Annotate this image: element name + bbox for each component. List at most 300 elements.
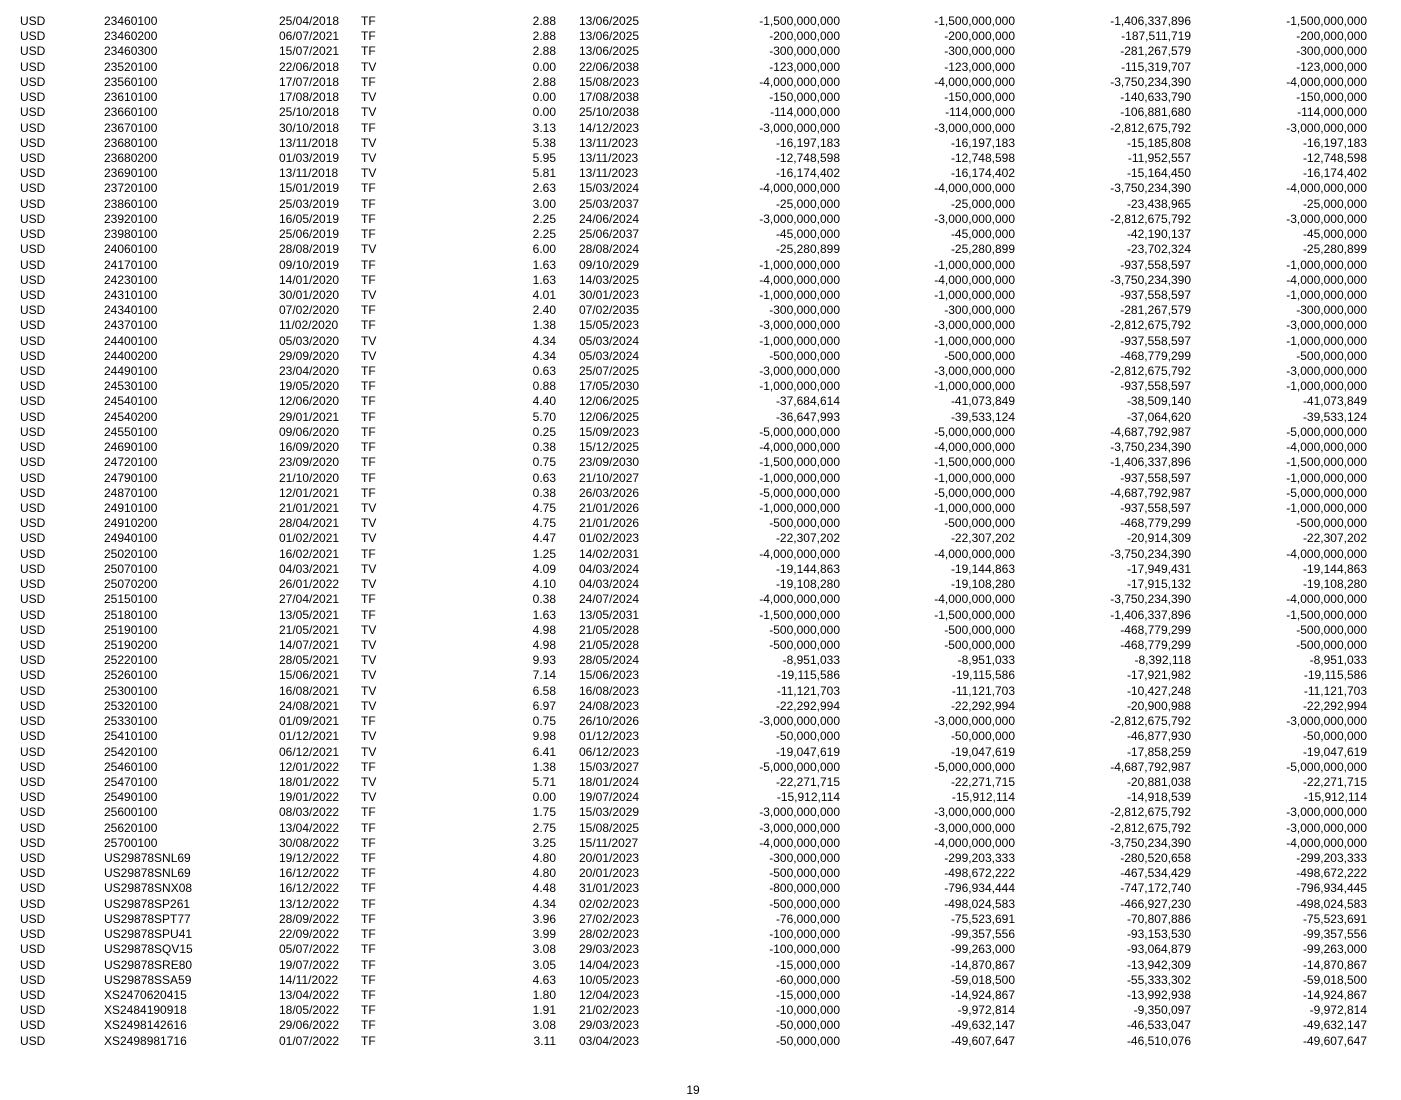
amount-cell-1: -25,280,899 (775, 242, 840, 257)
instrument-id-cell: 23660100 (104, 105, 158, 120)
amount-cell-1: -1,500,000,000 (759, 14, 840, 28)
interest-rate-cell: 4.34 (532, 333, 556, 348)
table-row (0, 273, 1401, 288)
rate-type-cell: TF (361, 759, 376, 774)
amount-cell-3: -13,942,309 (1126, 957, 1191, 972)
amount-cell-3: -13,992,938 (1126, 988, 1191, 1002)
rate-type-cell: TF (361, 972, 376, 987)
amount-cell-2: -500,000,000 (944, 622, 1015, 637)
interest-rate-cell: 0.38 (532, 592, 556, 607)
amount-cell-4: -500,000,000 (1296, 516, 1367, 531)
amount-cell-1: -3,000,000,000 (759, 120, 840, 135)
amount-cell-4: -14,870,867 (1302, 957, 1367, 972)
instrument-id-cell: XS2470620415 (104, 988, 187, 1002)
issue-date-cell: 14/11/2022 (279, 972, 339, 987)
issue-date-cell: 29/06/2022 (279, 1018, 340, 1033)
currency-cell: USD (20, 531, 46, 546)
amount-cell-3: -17,921,982 (1126, 668, 1191, 683)
interest-rate-cell: 5.70 (532, 409, 556, 424)
instrument-id-cell: XS2498981716 (104, 1033, 187, 1048)
interest-rate-cell: 0.63 (532, 364, 556, 379)
issue-date-cell: 12/01/2022 (279, 759, 340, 774)
instrument-id-cell: 25320100 (104, 698, 158, 713)
maturity-date-cell: 24/08/2023 (579, 698, 640, 713)
interest-rate-cell: 0.00 (532, 59, 556, 74)
amount-cell-4: -12,748,598 (1302, 150, 1367, 165)
amount-cell-2: -796,934,444 (944, 881, 1015, 896)
instrument-id-cell: 25620100 (104, 820, 158, 835)
amount-cell-3: -70,807,886 (1126, 911, 1191, 926)
currency-cell: USD (20, 759, 46, 774)
amount-cell-1: -3,000,000,000 (759, 820, 840, 835)
currency-cell: USD (20, 257, 46, 272)
amount-cell-4: -25,280,899 (1302, 242, 1367, 257)
interest-rate-cell: 4.34 (532, 896, 556, 911)
amount-cell-3: -15,164,450 (1126, 166, 1191, 181)
amount-cell-1: -8,951,033 (782, 653, 840, 668)
maturity-date-cell: 13/05/2031 (579, 607, 640, 622)
table-row (0, 623, 1401, 638)
rate-type-cell: TF (361, 896, 376, 911)
amount-cell-1: -3,000,000,000 (759, 364, 840, 379)
table-row (0, 912, 1401, 927)
amount-cell-2: -1,500,000,000 (934, 455, 1015, 470)
interest-rate-cell: 2.63 (532, 181, 556, 196)
table-row (0, 775, 1401, 790)
amount-cell-2: -59,018,500 (950, 972, 1015, 987)
maturity-date-cell: 15/05/2023 (579, 318, 640, 333)
currency-cell: USD (20, 637, 46, 652)
table-row (0, 90, 1401, 105)
interest-rate-cell: 0.38 (532, 485, 556, 500)
amount-cell-1: -3,000,000,000 (759, 805, 840, 820)
issue-date-cell: 28/09/2022 (279, 911, 340, 926)
table-row (0, 577, 1401, 592)
amount-cell-3: -20,900,988 (1126, 698, 1191, 713)
maturity-date-cell: 21/10/2027 (579, 470, 640, 485)
issue-date-cell: 24/08/2021 (279, 698, 340, 713)
amount-cell-4: -8,951,033 (1309, 653, 1367, 668)
issue-date-cell: 16/05/2019 (279, 211, 340, 226)
instrument-id-cell: 24170100 (104, 257, 158, 272)
amount-cell-4: -50,000,000 (1302, 729, 1367, 744)
currency-cell: USD (20, 74, 46, 89)
rate-type-cell: TF (361, 805, 376, 820)
issue-date-cell: 17/07/2018 (279, 74, 340, 89)
amount-cell-3: -3,750,234,390 (1110, 835, 1191, 850)
amount-cell-1: -123,000,000 (769, 59, 840, 74)
amount-cell-4: -123,000,000 (1296, 59, 1367, 74)
amount-cell-4: -200,000,000 (1296, 29, 1367, 44)
amount-cell-4: -5,000,000,000 (1286, 424, 1367, 439)
maturity-date-cell: 21/05/2028 (579, 637, 640, 652)
rate-type-cell: TF (361, 196, 376, 211)
table-row (0, 410, 1401, 425)
issue-date-cell: 23/09/2020 (279, 455, 340, 470)
table-row (0, 790, 1401, 805)
amount-cell-4: -19,047,619 (1302, 744, 1367, 759)
interest-rate-cell: 4.63 (532, 972, 556, 987)
instrument-id-cell: 24340100 (104, 303, 158, 318)
instrument-id-cell: 24940100 (104, 531, 158, 546)
maturity-date-cell: 13/06/2025 (579, 29, 640, 44)
maturity-date-cell: 13/11/2023 (579, 166, 639, 181)
rate-type-cell: TF (361, 120, 376, 135)
amount-cell-4: -300,000,000 (1296, 303, 1367, 318)
amount-cell-1: -500,000,000 (769, 866, 840, 881)
currency-cell: USD (20, 196, 46, 211)
interest-rate-cell: 2.75 (532, 820, 556, 835)
instrument-id-cell: 25070100 (104, 561, 158, 576)
rate-type-cell: TV (361, 105, 377, 120)
amount-cell-1: -500,000,000 (769, 896, 840, 911)
issue-date-cell: 05/03/2020 (279, 333, 340, 348)
table-row (0, 379, 1401, 394)
amount-cell-3: -23,702,324 (1126, 242, 1191, 257)
instrument-id-cell: XS2484190918 (104, 1003, 187, 1018)
amount-cell-4: -1,000,000,000 (1286, 470, 1367, 485)
issue-date-cell: 09/06/2020 (279, 424, 340, 439)
amount-cell-2: -3,000,000,000 (934, 120, 1015, 135)
currency-cell: USD (20, 318, 46, 333)
amount-cell-1: -50,000,000 (775, 1033, 840, 1048)
rate-type-cell: TF (361, 942, 376, 957)
rate-type-cell: TF (361, 592, 376, 607)
rate-type-cell: TF (361, 546, 376, 561)
interest-rate-cell: 4.40 (532, 394, 556, 409)
interest-rate-cell: 4.80 (532, 866, 556, 881)
issue-date-cell: 12/01/2021 (279, 485, 340, 500)
instrument-id-cell: 24490100 (104, 364, 158, 379)
amount-cell-2: -500,000,000 (944, 637, 1015, 652)
amount-cell-4: -41,073,849 (1302, 394, 1367, 409)
instrument-id-cell: 25700100 (104, 835, 158, 850)
rate-type-cell: TV (361, 622, 377, 637)
interest-rate-cell: 3.00 (532, 196, 556, 211)
amount-cell-1: -76,000,000 (775, 911, 840, 926)
amount-cell-4: -5,000,000,000 (1286, 485, 1367, 500)
amount-cell-1: -15,000,000 (775, 988, 840, 1002)
amount-cell-2: -8,951,033 (957, 653, 1015, 668)
amount-cell-3: -10,427,248 (1126, 683, 1191, 698)
currency-cell: USD (20, 135, 46, 150)
amount-cell-3: -2,812,675,792 (1110, 318, 1191, 333)
table-row (0, 349, 1401, 364)
amount-cell-1: -22,271,715 (775, 774, 840, 789)
rate-type-cell: TV (361, 577, 377, 592)
amount-cell-4: -22,307,202 (1302, 531, 1367, 546)
table-row (0, 729, 1401, 744)
amount-cell-4: -4,000,000,000 (1286, 74, 1367, 89)
amount-cell-2: -123,000,000 (944, 59, 1015, 74)
currency-cell: USD (20, 394, 46, 409)
currency-cell: USD (20, 303, 46, 318)
maturity-date-cell: 17/08/2038 (579, 90, 640, 105)
table-row (0, 653, 1401, 668)
instrument-id-cell: 24530100 (104, 379, 158, 394)
issue-date-cell: 23/04/2020 (279, 364, 340, 379)
table-row (0, 501, 1401, 516)
table-row (0, 897, 1401, 912)
amount-cell-2: -19,108,280 (950, 577, 1015, 592)
issue-date-cell: 21/05/2021 (279, 622, 340, 637)
currency-cell: USD (20, 653, 46, 668)
issue-date-cell: 06/07/2021 (279, 29, 340, 44)
currency-cell: USD (20, 348, 46, 363)
issue-date-cell: 11/02/2020 (279, 318, 339, 333)
currency-cell: USD (20, 972, 46, 987)
amount-cell-4: -75,523,691 (1302, 911, 1367, 926)
amount-cell-4: -1,000,000,000 (1286, 379, 1367, 394)
amount-cell-2: -5,000,000,000 (934, 485, 1015, 500)
rate-type-cell: TV (361, 90, 377, 105)
maturity-date-cell: 04/03/2024 (579, 561, 640, 576)
amount-cell-2: -4,000,000,000 (934, 272, 1015, 287)
issue-date-cell: 12/06/2020 (279, 394, 340, 409)
amount-cell-1: -11,121,703 (776, 683, 840, 698)
currency-cell: USD (20, 501, 46, 515)
instrument-id-cell: 23680200 (104, 150, 158, 165)
issue-date-cell: 28/05/2021 (279, 653, 340, 668)
amount-cell-1: -22,292,994 (775, 698, 840, 713)
rate-type-cell: TF (361, 1033, 376, 1048)
interest-rate-cell: 3.05 (532, 957, 556, 972)
amount-cell-4: -19,144,863 (1302, 561, 1367, 576)
amount-cell-4: -114,000,000 (1297, 105, 1367, 120)
maturity-date-cell: 15/08/2025 (579, 820, 640, 835)
instrument-id-cell: 25150100 (104, 592, 158, 607)
rate-type-cell: TF (361, 820, 376, 835)
rate-type-cell: TF (361, 29, 376, 44)
amount-cell-4: -16,197,183 (1302, 135, 1367, 150)
issue-date-cell: 22/09/2022 (279, 927, 340, 942)
rate-type-cell: TF (361, 1018, 376, 1033)
interest-rate-cell: 0.00 (532, 105, 556, 120)
amount-cell-1: -50,000,000 (775, 729, 840, 744)
amount-cell-2: -99,357,556 (950, 927, 1015, 942)
maturity-date-cell: 14/12/2023 (579, 120, 640, 135)
amount-cell-4: -25,000,000 (1302, 196, 1367, 211)
amount-cell-1: -800,000,000 (769, 881, 840, 896)
amount-cell-3: -937,558,597 (1120, 379, 1191, 394)
debt-instruments-table (0, 14, 1401, 1049)
interest-rate-cell: 9.93 (532, 653, 556, 668)
amount-cell-3: -2,812,675,792 (1110, 364, 1191, 379)
interest-rate-cell: 2.25 (532, 211, 556, 226)
amount-cell-1: -22,307,202 (775, 531, 840, 546)
rate-type-cell: TV (361, 501, 377, 515)
amount-cell-2: -50,000,000 (950, 729, 1015, 744)
maturity-date-cell: 21/01/2026 (579, 501, 640, 515)
table-row (0, 745, 1401, 760)
table-row (0, 942, 1401, 957)
table-row (0, 1003, 1401, 1018)
amount-cell-4: -22,271,715 (1302, 774, 1367, 789)
rate-type-cell: TV (361, 729, 377, 744)
table-row (0, 866, 1401, 881)
interest-rate-cell: 6.41 (532, 744, 556, 759)
issue-date-cell: 13/11/2018 (279, 135, 339, 150)
rate-type-cell: TF (361, 911, 376, 926)
interest-rate-cell: 0.25 (532, 424, 556, 439)
issue-date-cell: 14/07/2021 (279, 637, 340, 652)
interest-rate-cell: 2.40 (532, 303, 556, 318)
amount-cell-4: -1,500,000,000 (1286, 14, 1367, 28)
table-row (0, 547, 1401, 562)
issue-date-cell: 18/05/2022 (279, 1003, 340, 1018)
amount-cell-3: -46,877,930 (1126, 729, 1191, 744)
amount-cell-3: -468,779,299 (1120, 348, 1191, 363)
amount-cell-3: -1,406,337,896 (1110, 14, 1191, 28)
rate-type-cell: TF (361, 881, 376, 896)
currency-cell: USD (20, 774, 46, 789)
maturity-date-cell: 13/11/2023 (579, 150, 639, 165)
amount-cell-1: -3,000,000,000 (759, 714, 840, 729)
amount-cell-2: -1,500,000,000 (934, 14, 1015, 28)
maturity-date-cell: 29/03/2023 (579, 1018, 640, 1033)
amount-cell-1: -16,174,402 (775, 166, 840, 181)
amount-cell-1: -45,000,000 (775, 227, 840, 242)
maturity-date-cell: 12/04/2023 (579, 988, 640, 1002)
currency-cell: USD (20, 14, 46, 28)
table-row (0, 258, 1401, 273)
instrument-id-cell: 23460300 (104, 44, 158, 59)
maturity-date-cell: 25/03/2037 (579, 196, 640, 211)
amount-cell-2: -4,000,000,000 (934, 592, 1015, 607)
amount-cell-3: -42,190,137 (1126, 227, 1191, 242)
amount-cell-4: -99,263,000 (1302, 942, 1367, 957)
amount-cell-2: -3,000,000,000 (934, 820, 1015, 835)
interest-rate-cell: 1.25 (532, 546, 556, 561)
amount-cell-3: -4,687,792,987 (1110, 485, 1191, 500)
issue-date-cell: 21/10/2020 (279, 470, 340, 485)
amount-cell-4: -49,632,147 (1302, 1018, 1367, 1033)
amount-cell-2: -3,000,000,000 (934, 805, 1015, 820)
amount-cell-2: -16,197,183 (950, 135, 1015, 150)
amount-cell-4: -4,000,000,000 (1286, 272, 1367, 287)
maturity-date-cell: 21/05/2028 (579, 622, 640, 637)
maturity-date-cell: 05/03/2024 (579, 333, 640, 348)
amount-cell-3: -280,520,658 (1120, 851, 1191, 866)
issue-date-cell: 30/10/2018 (279, 120, 340, 135)
table-row (0, 516, 1401, 531)
amount-cell-3: -55,333,302 (1126, 972, 1191, 987)
maturity-date-cell: 21/01/2026 (579, 516, 640, 531)
amount-cell-2: -14,924,867 (950, 988, 1015, 1002)
instrument-id-cell: 23460100 (104, 14, 158, 28)
instrument-id-cell: 23690100 (104, 166, 158, 181)
amount-cell-2: -4,000,000,000 (934, 181, 1015, 196)
table-row (0, 592, 1401, 607)
amount-cell-2: -299,203,333 (944, 851, 1015, 866)
rate-type-cell: TV (361, 790, 377, 805)
table-row (0, 29, 1401, 44)
amount-cell-4: -22,292,994 (1302, 698, 1367, 713)
amount-cell-3: -468,779,299 (1120, 622, 1191, 637)
maturity-date-cell: 22/06/2038 (579, 59, 640, 74)
amount-cell-3: -93,153,530 (1126, 927, 1191, 942)
instrument-id-cell: 24400100 (104, 333, 158, 348)
rate-type-cell: TF (361, 455, 376, 470)
amount-cell-2: -12,748,598 (950, 150, 1015, 165)
amount-cell-2: -4,000,000,000 (934, 835, 1015, 850)
amount-cell-1: -1,500,000,000 (759, 607, 840, 622)
amount-cell-1: -36,647,993 (775, 409, 840, 424)
instrument-id-cell: US29878SPT77 (104, 911, 191, 926)
amount-cell-3: -11,952,557 (1127, 150, 1191, 165)
currency-cell: USD (20, 44, 46, 59)
amount-cell-1: -1,000,000,000 (759, 257, 840, 272)
table-row (0, 988, 1401, 1003)
amount-cell-3: -1,406,337,896 (1110, 455, 1191, 470)
maturity-date-cell: 13/06/2025 (579, 14, 640, 28)
rate-type-cell: TV (361, 287, 377, 302)
table-row (0, 334, 1401, 349)
interest-rate-cell: 0.00 (532, 90, 556, 105)
amount-cell-3: -4,687,792,987 (1110, 424, 1191, 439)
amount-cell-3: -3,750,234,390 (1110, 181, 1191, 196)
amount-cell-2: -1,000,000,000 (934, 470, 1015, 485)
issue-date-cell: 21/01/2021 (279, 501, 340, 515)
instrument-id-cell: 25330100 (104, 714, 158, 729)
table-row (0, 121, 1401, 136)
amount-cell-2: -25,000,000 (950, 196, 1015, 211)
maturity-date-cell: 01/02/2023 (579, 531, 640, 546)
maturity-date-cell: 18/01/2024 (579, 774, 640, 789)
amount-cell-2: -14,870,867 (950, 957, 1015, 972)
amount-cell-1: -200,000,000 (769, 29, 840, 44)
amount-cell-3: -747,172,740 (1120, 881, 1191, 896)
amount-cell-1: -50,000,000 (775, 1018, 840, 1033)
currency-cell: USD (20, 287, 46, 302)
instrument-id-cell: 24690100 (104, 440, 158, 455)
table-row (0, 318, 1401, 333)
maturity-date-cell: 24/07/2024 (579, 592, 640, 607)
issue-date-cell: 26/01/2022 (279, 577, 340, 592)
amount-cell-1: -1,500,000,000 (759, 455, 840, 470)
instrument-id-cell: US29878SSA59 (104, 972, 192, 987)
rate-type-cell: TF (361, 988, 376, 1002)
currency-cell: USD (20, 379, 46, 394)
amount-cell-4: -1,000,000,000 (1286, 333, 1367, 348)
issue-date-cell: 28/08/2019 (279, 242, 340, 257)
rate-type-cell: TF (361, 272, 376, 287)
table-row (0, 699, 1401, 714)
amount-cell-3: -17,858,259 (1126, 744, 1191, 759)
instrument-id-cell: 24870100 (104, 485, 158, 500)
maturity-date-cell: 15/08/2023 (579, 74, 640, 89)
instrument-id-cell: US29878SP261 (104, 896, 191, 911)
amount-cell-2: -22,271,715 (950, 774, 1015, 789)
issue-date-cell: 29/09/2020 (279, 348, 340, 363)
instrument-id-cell: 23520100 (104, 59, 158, 74)
amount-cell-4: -9,972,814 (1309, 1003, 1367, 1018)
table-row (0, 684, 1401, 699)
amount-cell-2: -150,000,000 (944, 90, 1015, 105)
currency-cell: USD (20, 455, 46, 470)
currency-cell: USD (20, 957, 46, 972)
table-row (0, 973, 1401, 988)
maturity-date-cell: 26/03/2026 (579, 485, 640, 500)
table-row (0, 881, 1401, 896)
amount-cell-3: -281,267,579 (1120, 44, 1191, 59)
amount-cell-4: -19,115,586 (1303, 668, 1367, 683)
table-row (0, 227, 1401, 242)
amount-cell-4: -3,000,000,000 (1286, 211, 1367, 226)
table-row (0, 1018, 1401, 1033)
rate-type-cell: TF (361, 394, 376, 409)
amount-cell-4: -4,000,000,000 (1286, 835, 1367, 850)
